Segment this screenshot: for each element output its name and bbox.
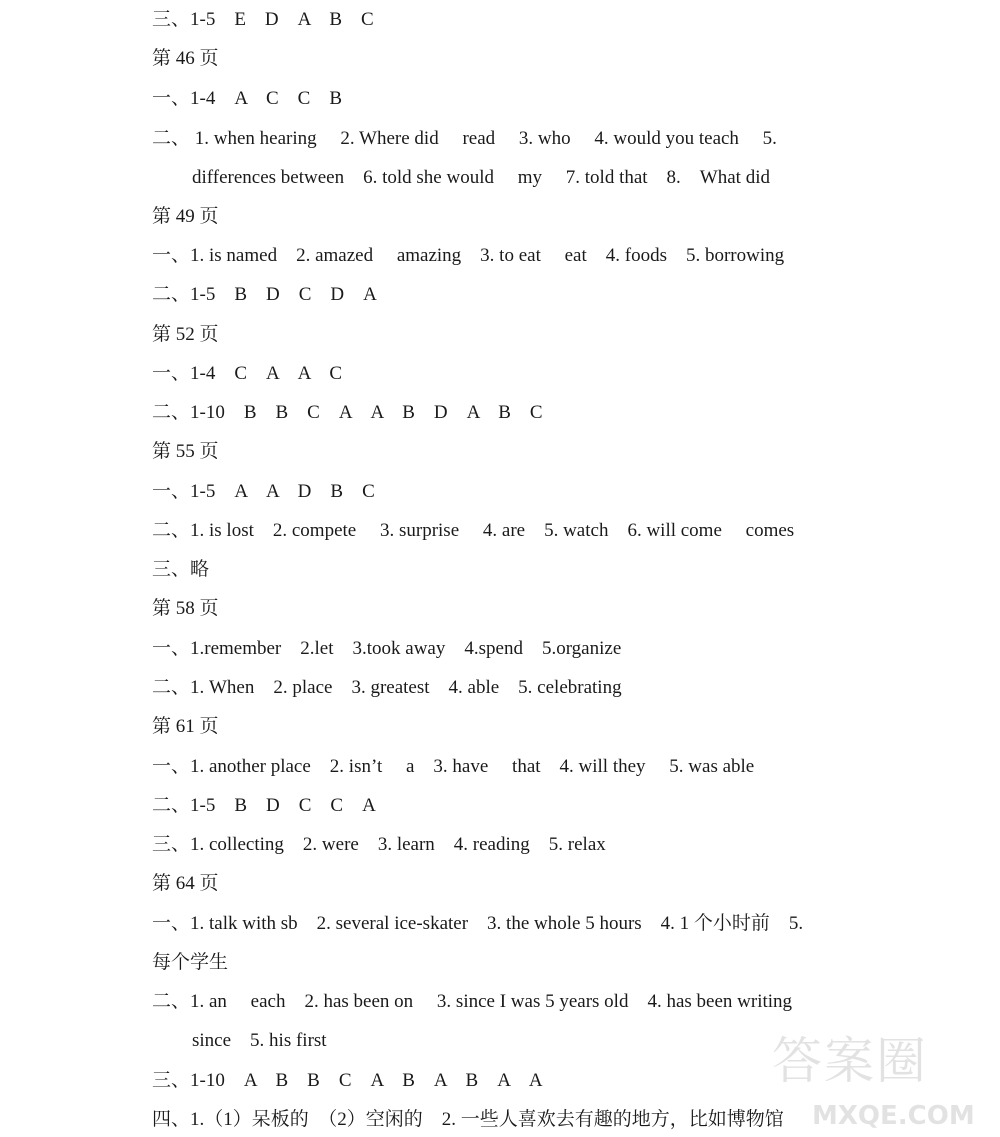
answer-line-continuation: since 5. his first — [192, 1030, 327, 1051]
page-heading: 第 46 页 — [152, 48, 219, 69]
page-heading: 第 58 页 — [152, 598, 219, 619]
answer-line: 一、1. talk with sb 2. several ice-skater 3. the whole 5 hours 4. 1 个小时前 5. — [152, 913, 804, 934]
site-watermark — [772, 1021, 982, 1131]
watermark-url: MXQE.COM — [812, 1101, 975, 1131]
page-heading: 第 61 页 — [152, 716, 219, 737]
answer-line: 一、1-4 A C C B — [152, 88, 343, 109]
answer-line-continuation: 每个学生 — [152, 952, 229, 973]
answer-line: 二、1-5 B D C D A — [152, 284, 377, 305]
answer-line: 二、1. When 2. place 3. greatest 4. able 5. celebrating — [152, 677, 622, 698]
answer-line: 二、1-5 B D C C A — [152, 795, 376, 816]
answer-line: 一、1. is named 2. amazed amazing 3. to eat eat 4. foods 5. borrowing — [152, 245, 785, 266]
answer-line: 三、1. collecting 2. were 3. learn 4. reading 5. relax — [152, 834, 606, 855]
answer-line: 一、1. another place 2. isn’t a 3. have that 4. will they 5. was able — [152, 756, 755, 777]
answer-line: 二、 1. when hearing 2. Where did read 3. who 4. would you teach 5. — [152, 128, 777, 149]
page-heading: 第 64 页 — [152, 873, 219, 894]
answer-line: 一、1-5 A A D B C — [152, 481, 375, 502]
watermark-logo-text: 答案圈 — [772, 1032, 928, 1090]
answer-line-continuation: differences between 6. told she would my 7. told that 8. What did — [192, 167, 770, 188]
answer-line: 四、1.（1）呆板的 （2）空闲的 2. 一些人喜欢去有趣的地方，比如博物馆 — [152, 1109, 784, 1130]
answer-line: 二、1. is lost 2. compete 3. surprise 4. are 5. watch 6. will come comes — [152, 520, 795, 541]
page-heading: 第 55 页 — [152, 441, 219, 462]
answer-line: 一、1.remember 2.let 3.took away 4.spend 5.organize — [152, 638, 622, 659]
answer-line: 二、1-10 B B C A A B D A B C — [152, 402, 543, 423]
answer-line: 三、1-10 A B B C A B A B A A — [152, 1070, 543, 1091]
answer-line: 三、略 — [152, 559, 210, 580]
answer-line: 一、1-4 C A A C — [152, 363, 343, 384]
answer-line: 三、1-5 E D A B C — [152, 9, 374, 30]
page-heading: 第 49 页 — [152, 206, 219, 227]
page-heading: 第 52 页 — [152, 324, 219, 345]
answer-line: 二、1. an each 2. has been on 3. since I was 5 years old 4. has been writing — [152, 991, 793, 1012]
